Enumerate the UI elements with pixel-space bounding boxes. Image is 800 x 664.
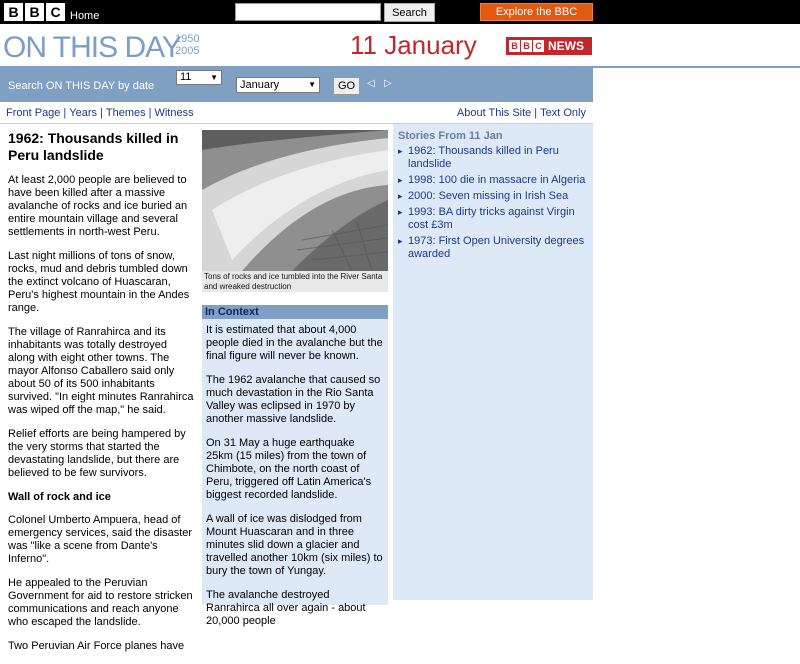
day-select-value: 11 (180, 71, 192, 83)
context-paragraph: A wall of ice was dislodged from Mount Huascaran and in three minutes slid down a glacier and travelled another 10km (six miles) to bury the town of Yungay. (206, 513, 383, 577)
in-context-panel (202, 305, 388, 627)
page-title: 11 January (350, 30, 477, 60)
bbc-news-logo-letter: C (533, 40, 544, 52)
nav-front-page[interactable]: Front Page (6, 107, 61, 119)
story-paragraph: He appealed to the Peruvian Government for aid to restore stricken communications and reach anyone who escaped the landslide. (8, 577, 193, 628)
stories-title: Stories From 11 Jan (398, 130, 503, 142)
month-select-value: January (240, 79, 280, 91)
story-link[interactable]: 1998: 100 die in massacre in Algeria (408, 174, 586, 186)
bbc-logo-letter: C (46, 3, 65, 21)
stories-from-day-panel (393, 124, 593, 600)
bbc-news-logo-letter: B (521, 40, 532, 52)
landslide-photo-image (202, 130, 388, 271)
bbc-top-bar (0, 0, 800, 24)
day-select[interactable] (176, 70, 222, 85)
bbc-logo-letter: B (25, 3, 44, 21)
stories-list (398, 145, 589, 261)
nav-themes[interactable]: Themes (105, 107, 146, 119)
bbc-logo-letter: B (4, 3, 23, 21)
nav-about-site[interactable]: About This Site (456, 107, 532, 119)
logo-years (175, 33, 199, 57)
nav-witness[interactable]: Witness (154, 107, 194, 119)
context-paragraph: On 31 May a huge earthquake 25km (15 miles) from the town of Chimbote, on the north coast of Peru, triggered off Latin America's biggest recorded landslide. (206, 437, 372, 501)
main-story (8, 130, 195, 664)
bullet-icon: ▸ (398, 146, 403, 156)
story-paragraph: Two Peruvian Air Force planes have (8, 640, 185, 652)
story-paragraph: Last night millions of tons of snow, rocks, mud and debris tumbled down the extinct volcano of Huascaran, Peru's highest mountain in the Andes range. (8, 250, 190, 314)
story-paragraph: Relief efforts are being hampered by the very storms that started the devastating landslide, but there are believed to be few survivors. (8, 428, 186, 479)
search-button[interactable]: Search (384, 3, 435, 22)
logo-year-end: 2005 (175, 45, 200, 57)
story-link[interactable]: 2000: Seven missing in Irish Sea (408, 190, 569, 202)
explore-bbc-button[interactable]: Explore the BBC (480, 3, 593, 21)
story-link[interactable]: 1962: Thousands killed in Peru landslide (408, 145, 559, 170)
list-item[interactable] (398, 190, 589, 203)
bbc-news-logo[interactable] (506, 37, 592, 55)
bullet-icon: ▸ (398, 191, 403, 201)
bullet-icon: ▸ (398, 207, 403, 217)
dropdown-arrow-icon: ▼ (210, 73, 218, 82)
news-label: NEWS (548, 39, 584, 53)
previous-day-arrow-icon[interactable]: ◁ (367, 78, 375, 89)
story-headline: 1962: Thousands killed in Peru landslide (8, 130, 179, 163)
bbc-news-logo-letter: B (509, 40, 520, 52)
dropdown-arrow-icon: ▼ (308, 80, 316, 89)
story-link[interactable]: 1973: First Open University degrees awarded (408, 235, 585, 260)
bbc-logo[interactable] (4, 3, 65, 21)
story-link[interactable]: 1993: BA dirty tricks against Virgin cost £3m (408, 206, 575, 231)
logo-year-start: 1950 (175, 33, 200, 45)
story-paragraph: The village of Ranrahirca and its inhabitants was totally destroyed along with eight other towns. The mayor Alfonso Caballero said only about 50 of its 500 inhabitants survived. "In eight minutes Ranrahirca was wiped off the map," he said. (8, 326, 194, 416)
month-select[interactable] (236, 77, 320, 93)
context-paragraph: The avalanche destroyed Ranrahirca all over again - about 20,000 people (206, 589, 366, 627)
story-paragraph: Colonel Umberto Ampuera, head of emergency services, said the disaster was "like a scene from Dante's Inferno". (8, 514, 193, 565)
in-context-body (202, 319, 388, 628)
context-paragraph: It is estimated that about 4,000 people died in the avalanche but the final figure will never be known. (206, 324, 383, 362)
list-item[interactable] (398, 145, 589, 171)
list-item[interactable] (398, 174, 589, 187)
section-nav (0, 102, 593, 124)
context-paragraph: The 1962 avalanche that caused so much devastation in the Rio Santa Valley was eclipsed in 1970 by another massive landslide. (206, 374, 381, 425)
masthead (0, 24, 800, 68)
bullet-icon: ▸ (398, 175, 403, 185)
list-item[interactable] (398, 206, 589, 232)
next-day-arrow-icon[interactable]: ▷ (384, 78, 392, 89)
story-paragraph: At least 2,000 people are believed to have been killed after a massive avalanche of rocks and ice buried an entire mountain village and several settlements in north-west Peru. (8, 174, 188, 238)
go-button[interactable]: GO (333, 77, 360, 95)
nav-left: Front Page | Years | Themes | Witness (6, 107, 194, 119)
home-link[interactable]: Home (70, 10, 100, 22)
landslide-photo (202, 130, 388, 271)
in-context-heading: In Context (202, 305, 388, 319)
list-item[interactable] (398, 235, 589, 261)
nav-years[interactable]: Years (69, 107, 98, 119)
nav-right: About This Site | Text Only (456, 107, 586, 119)
bullet-icon: ▸ (398, 236, 403, 246)
date-search-label: Search ON THIS DAY by date (8, 80, 155, 92)
search-input[interactable] (235, 3, 381, 21)
date-search-bar (0, 68, 593, 102)
nav-text-only[interactable]: Text Only (540, 107, 586, 119)
story-subheading: Wall of rock and ice (8, 491, 111, 503)
on-this-day-logo[interactable]: ON THIS DAY (3, 31, 181, 64)
photo-caption: Tons of rocks and ice tumbled into the River Santa and wreaked destruction (202, 271, 388, 292)
